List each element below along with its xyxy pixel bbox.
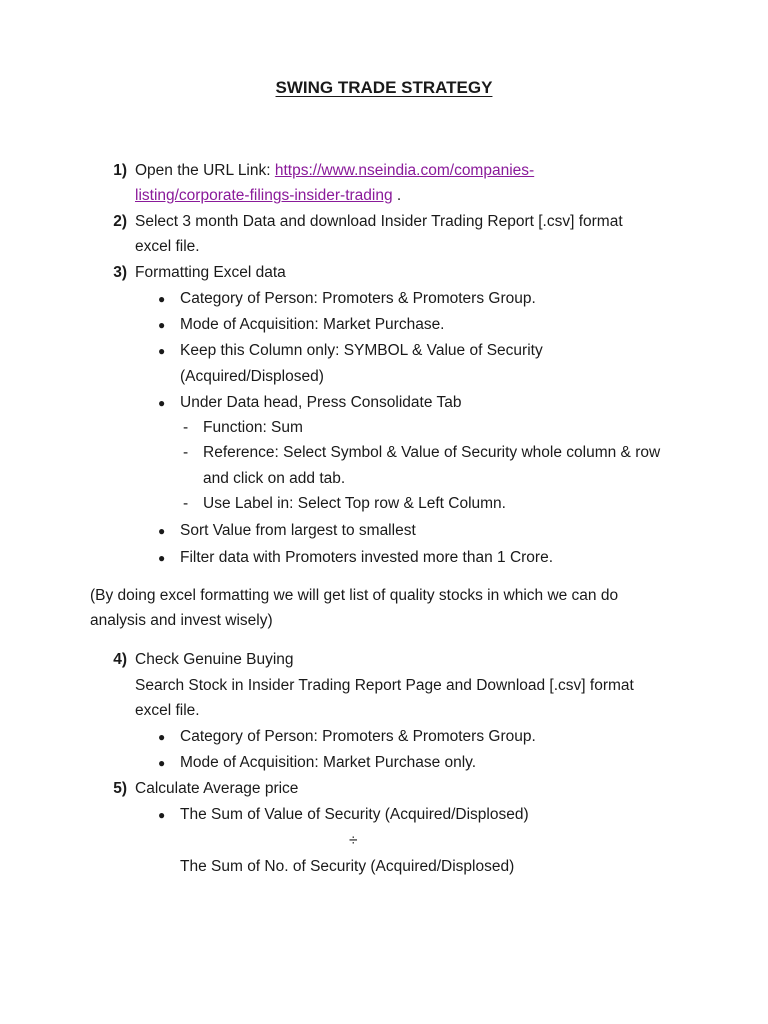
note-line-1: (By doing excel formatting we will get list of quality stocks in which we can do: [90, 587, 619, 604]
bullet-icon: ●: [158, 318, 166, 332]
step-3-sub-2-line-2: and click on add tab.: [203, 470, 346, 487]
step-5-denominator: The Sum of No. of Security (Acquired/Displosed): [180, 858, 515, 875]
step-2-line-2: excel file.: [135, 238, 200, 255]
bullet-icon: ●: [158, 524, 166, 538]
dash-marker: -: [183, 495, 189, 512]
step-4-line-2: excel file.: [135, 702, 200, 719]
step-4-number: 4): [113, 651, 127, 668]
bullet-icon: ●: [158, 808, 166, 822]
step-2-line-1: Select 3 month Data and download Insider Trading Report [.csv] format: [135, 213, 623, 230]
step-5-heading: Calculate Average price: [135, 780, 299, 797]
step-3-bullet-1: Category of Person: Promoters & Promoters Group.: [180, 290, 536, 307]
step-3-bullet-3-line-2: (Acquired/Displosed): [180, 368, 324, 385]
step-3-sub-2-line-1: Reference: Select Symbol & Value of Security whole column & row: [203, 444, 661, 461]
nse-url-link-continued[interactable]: listing/corporate-filings-insider-trading: [135, 187, 393, 204]
bullet-icon: ●: [158, 730, 166, 744]
document-title: SWING TRADE STRATEGY: [275, 78, 493, 97]
step-4-heading: Check Genuine Buying: [135, 651, 294, 668]
step-3-bullet-2: Mode of Acquisition: Market Purchase.: [180, 316, 445, 333]
step-5-bullet-1: The Sum of Value of Security (Acquired/Displosed): [180, 806, 529, 823]
step-1-suffix: .: [392, 187, 402, 204]
dash-marker: -: [183, 444, 189, 461]
step-1-prefix: Open the URL Link:: [135, 162, 275, 179]
step-3-number: 3): [113, 264, 127, 281]
step-4-line-1: Search Stock in Insider Trading Report Page and Download [.csv] format: [135, 677, 634, 694]
nse-url-link[interactable]: https://www.nseindia.com/companies-: [274, 162, 535, 179]
step-3-sub-1: Function: Sum: [203, 419, 303, 436]
bullet-icon: ●: [158, 551, 166, 565]
step-5-number: 5): [113, 780, 127, 797]
step-3-sub-3: Use Label in: Select Top row & Left Column.: [203, 495, 506, 512]
divide-sign: ÷: [349, 832, 358, 849]
bullet-icon: ●: [158, 292, 166, 306]
step-3-heading: Formatting Excel data: [135, 264, 286, 281]
step-3-bullet-4: Under Data head, Press Consolidate Tab: [180, 394, 462, 411]
step-4-bullet-2: Mode of Acquisition: Market Purchase only.: [180, 754, 477, 771]
bullet-icon: ●: [158, 756, 166, 770]
bullet-icon: ●: [158, 396, 166, 410]
note-line-2: analysis and invest wisely): [90, 612, 273, 629]
step-1-line-1: [135, 161, 534, 181]
dash-marker: -: [183, 419, 189, 436]
step-3-bullet-3-line-1: Keep this Column only: SYMBOL & Value of Security: [180, 342, 543, 359]
step-2-number: 2): [113, 213, 127, 230]
step-3-bullet-5: Sort Value from largest to smallest: [180, 522, 416, 539]
step-3-bullet-6: Filter data with Promoters invested more than 1 Crore.: [180, 549, 554, 566]
step-1-number: 1): [113, 162, 127, 179]
step-4-bullet-1: Category of Person: Promoters & Promoters Group.: [180, 728, 536, 745]
bullet-icon: ●: [158, 344, 166, 358]
step-1-line-2: [135, 186, 401, 206]
